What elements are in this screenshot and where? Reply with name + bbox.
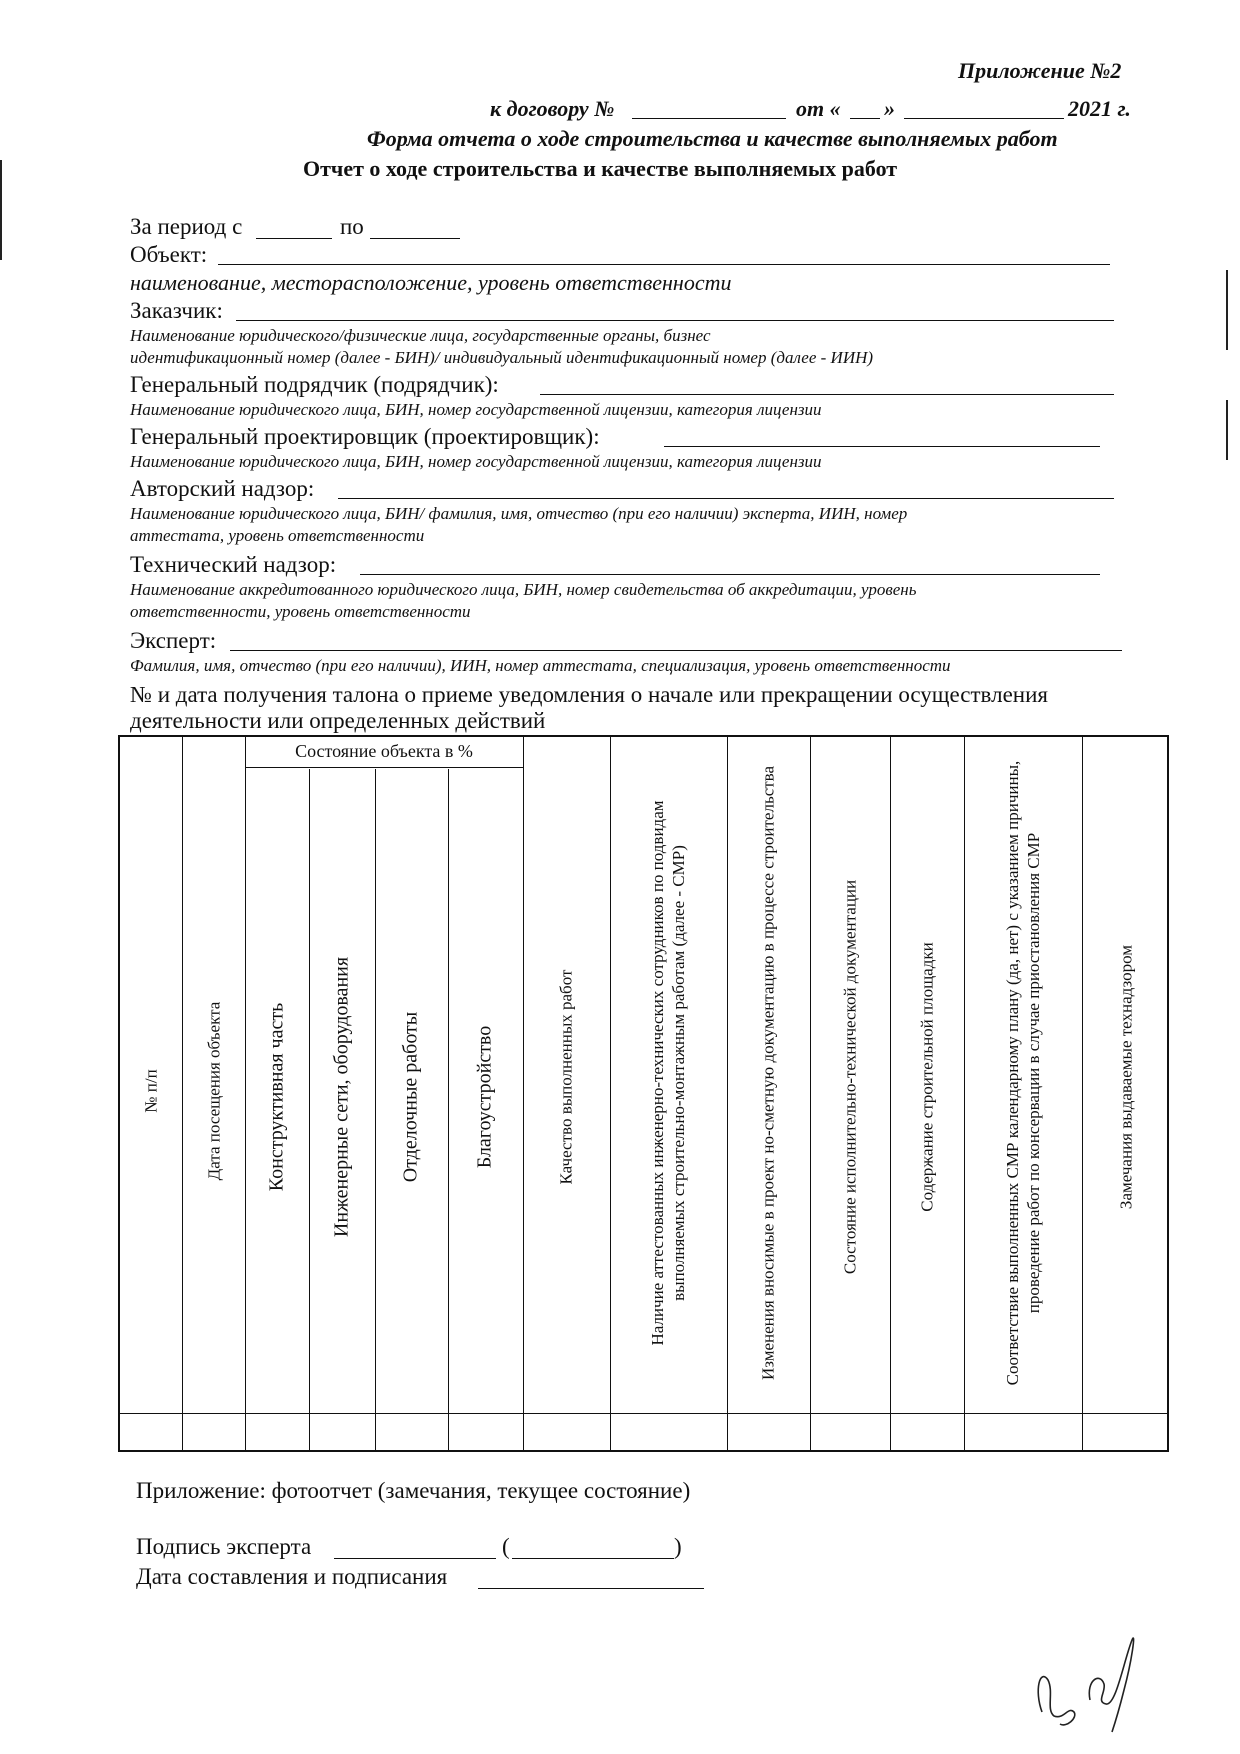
group-header-state: Состояние объекта в % xyxy=(295,741,473,761)
col-quality: Качество выполненных работ xyxy=(556,969,576,1185)
contractor-label: Генеральный подрядчик (подрядчик): xyxy=(130,372,499,397)
col-structural: Конструктивная часть xyxy=(265,1002,288,1192)
date-signed-line xyxy=(478,1588,704,1589)
period-to-line xyxy=(370,238,460,239)
contract-from: от « xyxy=(796,96,841,121)
col-visit-date: Дата посещения объекта xyxy=(204,1001,224,1181)
expert-line xyxy=(230,650,1122,651)
col-project-changes: Изменения вносимые в проект но-сметную документацию в процессе строительства xyxy=(758,765,778,1381)
contract-month-line xyxy=(904,118,1064,119)
col-site-maintenance: Содержание строительной площадки xyxy=(917,942,937,1212)
object-line xyxy=(218,264,1110,265)
contract-prefix: к договору № xyxy=(490,96,615,121)
designer-hint: Наименование юридического лица, БИН, номер государственной лицензии, категория лицензии xyxy=(130,452,822,471)
paren-open: ( xyxy=(502,1534,510,1559)
signature-line xyxy=(334,1558,496,1559)
paren-close: ) xyxy=(674,1534,682,1559)
talon-line-2: деятельности или определенных действий xyxy=(130,708,546,733)
col-certified-staff: Наличие аттестованных инженерно-технических сотрудников по подвидам выполняемых строительно-монтажным работам (далее - СМР) xyxy=(648,800,688,1346)
customer-hint-1: Наименование юридического/физические лица, государственные органы, бизнес xyxy=(130,326,711,345)
expert-label: Эксперт: xyxy=(130,628,217,653)
tech-hint-1: Наименование аккредитованного юридического лица, БИН, номер свидетельства об аккредитации, уровень xyxy=(130,580,917,599)
customer-hint-2: идентификационный номер (далее - БИН)/ индивидуальный идентификационный номер (далее - ИИН) xyxy=(130,348,874,367)
expert-signature-label: Подпись эксперта xyxy=(136,1534,312,1559)
attachment-note: Приложение: фотоотчет (замечания, текущее состояние) xyxy=(136,1478,691,1503)
object-hint: наименование, месторасположение, уровень ответственности xyxy=(130,270,732,295)
form-title: Форма отчета о ходе строительства и качестве выполняемых работ xyxy=(367,126,1058,151)
period-to-label: по xyxy=(340,214,364,239)
period-from-label: За период с xyxy=(130,214,243,239)
designer-line xyxy=(664,446,1100,447)
contract-quote-close: » xyxy=(884,96,895,121)
signature-name-line xyxy=(512,1558,674,1559)
date-signed-label: Дата составления и подписания xyxy=(136,1564,448,1589)
expert-hint: Фамилия, имя, отчество (при его наличии), ИИН, номер аттестата, специализация, уровень ответственности xyxy=(130,656,951,675)
tech-hint-2: ответственности, уровень ответственности xyxy=(130,602,471,621)
period-from-line xyxy=(256,238,332,239)
appendix-title: Приложение №2 xyxy=(958,58,1122,83)
author-supervision-line xyxy=(338,498,1114,499)
author-hint-1: Наименование юридического лица, БИН/ фамилия, имя, отчество (при его наличии) эксперта, ИИН, номер xyxy=(130,504,908,523)
contract-year: 2021 г. xyxy=(1068,96,1131,121)
tech-supervision-label: Технический надзор: xyxy=(130,552,337,577)
customer-label: Заказчик: xyxy=(130,298,223,323)
col-finishing: Отделочные работы xyxy=(399,1011,422,1183)
object-label: Объект: xyxy=(130,242,208,267)
col-schedule-compliance: Соответствие выполненных СМР календарному плану (да, нет) с указанием причины, проведение работ по консервации в случае приостановления СМР xyxy=(1003,760,1043,1386)
handwritten-signature xyxy=(1020,1620,1170,1740)
author-supervision-label: Авторский надзор: xyxy=(130,476,315,501)
customer-line xyxy=(236,320,1114,321)
contractor-hint: Наименование юридического лица, БИН, номер государственной лицензии, категория лицензии xyxy=(130,400,822,419)
contractor-line xyxy=(540,394,1114,395)
designer-label: Генеральный проектировщик (проектировщик): xyxy=(130,424,600,449)
report-title: Отчет о ходе строительства и качестве выполняемых работ xyxy=(303,156,898,181)
col-number: № п/п xyxy=(141,1069,161,1113)
report-table xyxy=(118,735,1169,1452)
col-landscaping: Благоустройство xyxy=(473,1025,496,1169)
scan-edge-mark xyxy=(1226,270,1228,350)
scan-edge-mark xyxy=(1226,400,1228,460)
col-engineering: Инженерные сети, оборудования xyxy=(330,956,353,1238)
contract-number-line xyxy=(632,118,786,119)
author-hint-2: аттестата, уровень ответственности xyxy=(130,526,425,545)
contract-day-line xyxy=(850,118,880,119)
col-remarks: Замечания выдаваемые технадзором xyxy=(1116,944,1136,1210)
talon-line-1: № и дата получения талона о приеме уведомления о начале или прекращении осуществления xyxy=(130,682,1048,707)
tech-supervision-line xyxy=(360,574,1100,575)
scan-edge-mark xyxy=(0,160,2,260)
col-documentation: Состояние исполнительно-технической документации xyxy=(840,879,860,1275)
